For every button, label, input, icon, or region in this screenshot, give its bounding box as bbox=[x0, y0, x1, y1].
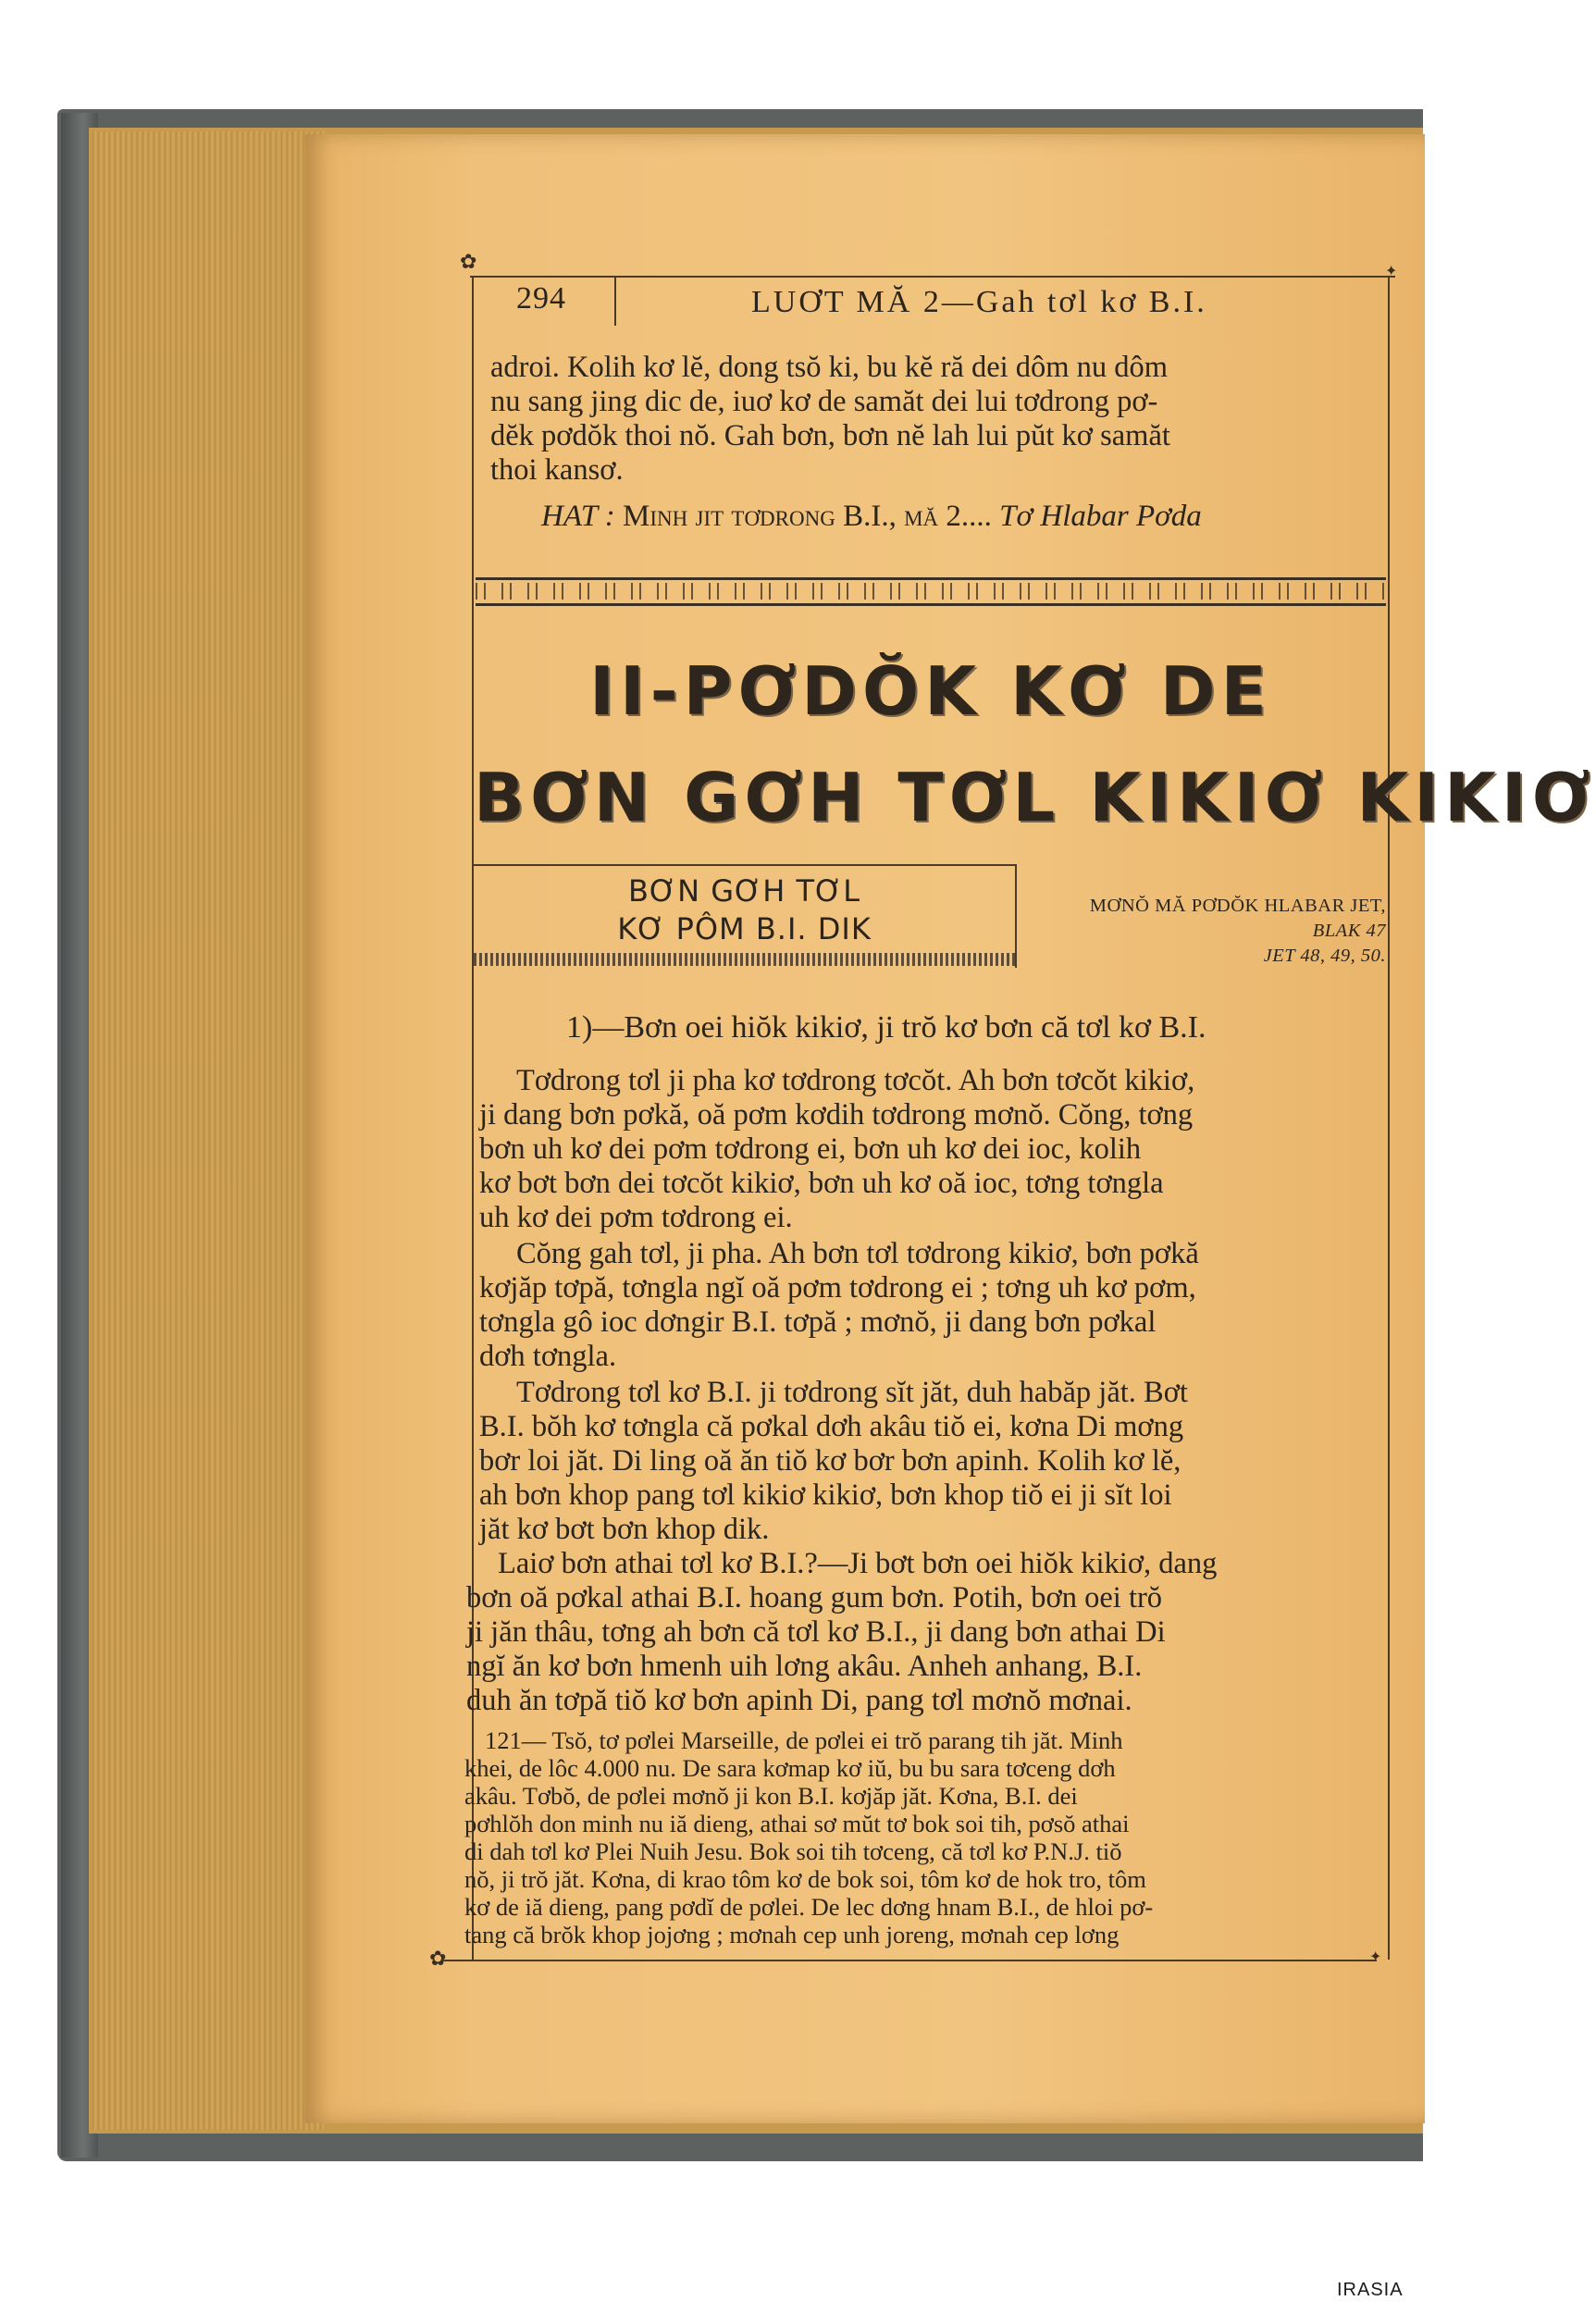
text-line: Tơdrong tơl ji pha kơ tơdrong tơcŏt. Ah bơn tơcŏt kikiơ, bbox=[516, 1064, 1195, 1097]
text-line: ji jăn thâu, tơng ah bơn că tơl kơ B.I., ji dang bơn athai Di bbox=[466, 1615, 1166, 1649]
note-line: nŏ, ji trŏ jăt. Kơna, di krao tôm kơ de bok soi, tôm kơ de hok tro, tôm bbox=[464, 1865, 1146, 1893]
chapter-title-line2: BƠN GƠH TƠL KIKIƠ KIKIƠ bbox=[474, 759, 1596, 836]
text-line: B.I. bŏh kơ tơngla că pơkal dơh akâu tiŏ ei, kơna Di mơng bbox=[479, 1410, 1184, 1443]
text-line: Laiơ bơn athai tơl kơ B.I.?—Ji bơt bơn oei hiŏk kikiơ, dang bbox=[498, 1547, 1218, 1580]
corner-ornament-icon: ✦ bbox=[1385, 264, 1398, 279]
text-line: thoi kansơ. bbox=[490, 453, 624, 487]
header-divider bbox=[614, 278, 616, 326]
text-line: Tơdrong tơl kơ B.I. ji tơdrong sĭt jăt, duh habăp jăt. Bơt bbox=[516, 1376, 1188, 1409]
note-line: akâu. Tơbŏ, de pơlei mơnŏ ji kon B.I. kơjăp jăt. Kơna, B.I. dei bbox=[464, 1782, 1078, 1810]
box-top-rule bbox=[474, 864, 1015, 866]
text-line: dơh tơngla. bbox=[479, 1340, 617, 1373]
note-line: tang că brŏk khop jojơng ; mơnah cep unh joreng, mơnah cep lơng bbox=[464, 1921, 1120, 1948]
text-line: nu sang jing dic de, iuơ kơ de samăt dei lui tơdrong pơ- bbox=[490, 385, 1158, 418]
text-line: adroi. Kolih kơ lĕ, dong tsŏ ki, bu kĕ ră dei dôm nu dôm bbox=[490, 351, 1169, 384]
page-number: 294 bbox=[516, 281, 566, 315]
hymn-reference bbox=[541, 500, 1202, 534]
scripture-reference bbox=[1025, 894, 1386, 969]
text-line: ji dang bơn pơkă, oă pơm kơdih tơdrong mơnŏ. Cŏng, tơng bbox=[479, 1098, 1194, 1132]
note-line: khei, de lôc 4.000 nu. De sara kơmap kơ iŭ, bu bu sara tơceng dơh bbox=[464, 1754, 1116, 1782]
text-line: kơjăp tơpă, tơngla ngĭ oă pơm tơdrong ei ; tơng uh kơ pơm, bbox=[479, 1271, 1196, 1305]
note-line: pơhlŏh don minh nu iă dieng, athai sơ mŭt tơ bok soi tih, pơsŏ athai bbox=[464, 1810, 1130, 1837]
text-line: bơn oă pơkal athai B.I. hoang gum bơn. Potih, bơn oei trŏ bbox=[466, 1581, 1163, 1614]
ornament-band-bottom bbox=[476, 603, 1386, 606]
section-heading: 1)—Bơn oei hiŏk kikiơ, ji trŏ kơ bơn că tơl kơ B.I. bbox=[566, 1010, 1206, 1045]
box-title-line1: BƠN GƠH TƠL bbox=[627, 873, 861, 909]
reference-line2: BLAK 47 bbox=[1312, 921, 1386, 941]
text-line: tơngla gô ioc dơngir B.I. tơpă ; mơnŏ, ji dang bơn pơkal bbox=[479, 1305, 1157, 1339]
frame-bottom-rule bbox=[442, 1960, 1377, 1961]
chapter-title-line1: II-PƠDŎK KƠ DE bbox=[589, 652, 1272, 730]
text-line: Cŏng gah tơl, ji pha. Ah bơn tơl tơdrong kikiơ, bơn pơkă bbox=[516, 1237, 1199, 1270]
note-line: kơ de iă dieng, pang pơdĭ de pơlei. De lec dơng hnam B.I., de hloi pơ- bbox=[464, 1893, 1154, 1921]
text-line: ngĭ ăn kơ bơn hmenh uih lơng akâu. Anheh anhang, B.I. bbox=[466, 1650, 1143, 1683]
running-head: LUƠT MĂ 2—Gah tơl kơ B.I. bbox=[751, 285, 1207, 319]
text-line: uh kơ dei pơm tơdrong ei. bbox=[479, 1201, 793, 1234]
text-line: bơn uh kơ dei pơm tơdrong ei, bơn uh kơ dei ioc, kolih bbox=[479, 1132, 1142, 1166]
note-line: 121— Tsŏ, tơ pơlei Marseille, de pơlei ei trŏ parang tih jăt. Minh bbox=[485, 1726, 1123, 1754]
page-stack bbox=[93, 131, 324, 2130]
frame-right-rule bbox=[1388, 278, 1390, 1960]
ornament-band-pattern bbox=[476, 583, 1386, 600]
text-line: kơ bơt bơn dei tơcŏt kikiơ, bơn uh kơ oă ioc, tơng tơngla bbox=[479, 1167, 1164, 1200]
hat-label: HAT : bbox=[541, 500, 615, 533]
text-line: dĕk pơdŏk thoi nŏ. Gah bơn, bơn nĕ lah lui pŭt kơ samăt bbox=[490, 419, 1170, 452]
text-line: bơr loi jăt. Di ling oă ăn tiŏ kơ bơr bơn apinh. Kolih kơ lĕ, bbox=[479, 1444, 1182, 1478]
watermark: IRASIA bbox=[1337, 2280, 1404, 2300]
ornament-band-top bbox=[476, 577, 1386, 580]
text-line: ah bơn khop pang tơl kikiơ kikiơ, bơn khop tiŏ ei ji sĭt loi bbox=[479, 1478, 1172, 1512]
box-ornament bbox=[474, 953, 1015, 966]
note-line: di dah tơl kơ Plei Nuih Jesu. Bok soi tih tơceng, că tơl kơ P.N.J. tiŏ bbox=[464, 1837, 1122, 1865]
corner-ornament-icon: ✿ bbox=[429, 1947, 447, 1970]
page-header bbox=[474, 278, 1388, 344]
hat-source: Tơ Hlabar Pơda bbox=[999, 500, 1202, 533]
reference-line1: MƠNŎ MĂ PƠDŎK HLABAR JET, bbox=[1089, 896, 1386, 916]
corner-ornament-icon: ✿ bbox=[460, 250, 477, 273]
section-box bbox=[474, 864, 1015, 975]
box-title-line2: KƠ PÔM B.I. DIK bbox=[617, 911, 872, 946]
text-line: duh ăn tơpă tiŏ kơ bơn apinh Di, pang tơl mơnŏ mơnai. bbox=[466, 1684, 1132, 1717]
reference-line3: JET 48, 49, 50. bbox=[1263, 946, 1386, 966]
box-divider bbox=[1015, 864, 1017, 968]
hat-text: Minh jit tơdrong B.I., mă 2.... bbox=[623, 500, 992, 533]
corner-ornament-icon: ✦ bbox=[1369, 1949, 1382, 1965]
text-line: jăt kơ bơt bơn khop dik. bbox=[479, 1513, 770, 1546]
